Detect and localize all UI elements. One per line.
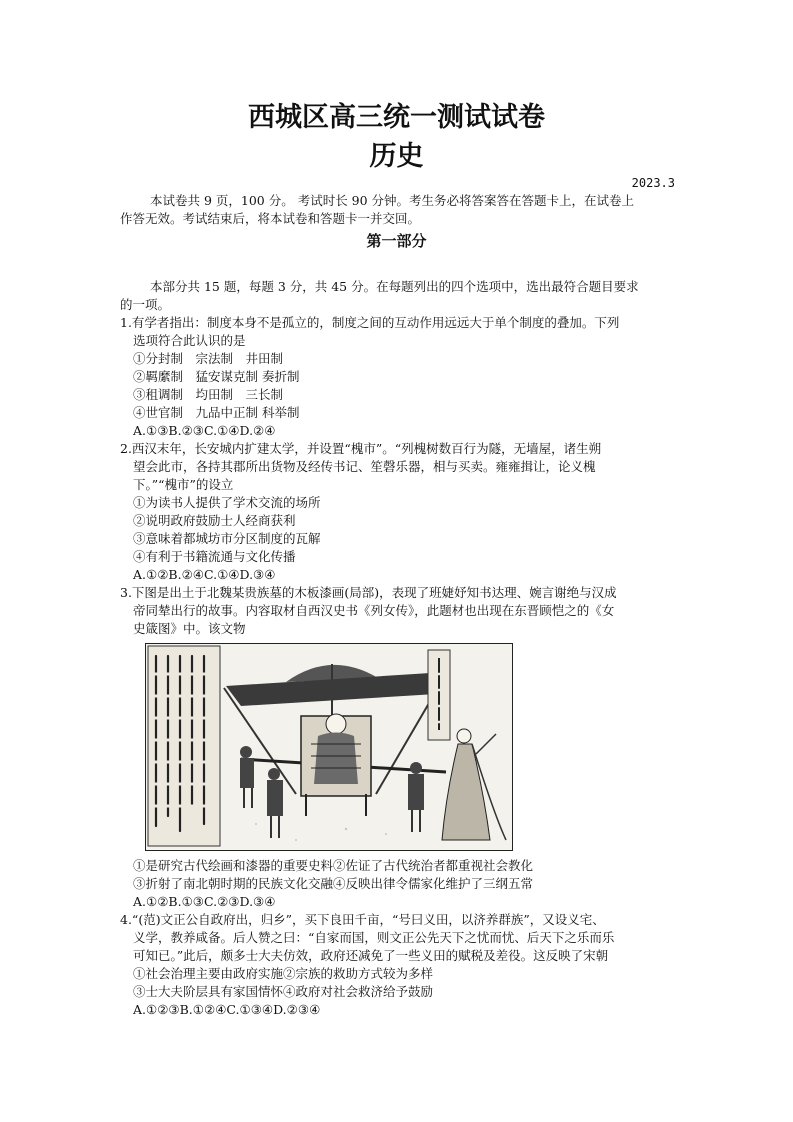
q1-options: A.①③B.②③C.①④D.②④ [133,423,276,438]
q2-stem-2: 望会此市，各持其郡所出货物及经传书记、笙磬乐器，相与买卖。雍雍揖让，论义槐 [133,459,596,474]
q2-stem-1: 2.西汉末年，长安城内扩建太学，并设置“槐市”。“列槐树数百行为隧，无墙屋，诸生朔 [120,441,602,456]
intro-line-1: 本试卷共 9 页，100 分。 考试时长 90 分钟。考生务必将答案答在答题卡上，在试卷上 [150,193,635,208]
q2-item: ④有利于书籍流通与文化传播 [133,549,296,564]
q1-item: ②羁縻制 猛安谋克制 奏折制 [133,369,300,384]
q4-stem-3: 可知已。”此后，颇多士大夫仿效，政府还减免了一些义田的赋税及差役。这反映了宋朝 [133,948,609,963]
section-note-1: 本部分共 15 题，每题 3 分，共 45 分。在每题列出的四个选项中，选出最符合题目要求 [150,279,639,294]
q2-options: A.①②B.②④C.①④D.③④ [133,567,276,582]
q1-stem-1: 1.有学者指出：制度本身不是孤立的，制度之间的互动作用远远大于单个制度的叠加。下列 [120,315,620,330]
q4-item: ③士大夫阶层具有家国情怀④政府对社会救济给予鼓励 [133,984,434,999]
intro-line-2: 作答无效。考试结束后，将本试卷和答题卡一并交回。 [120,211,421,226]
exam-title: 西城区高三统一测试试卷 [248,102,545,133]
q4-options: A.①②③B.①②④C.①③④D.②③④ [133,1002,321,1017]
q3-stem-3: 史箴图》中。该文物 [133,621,246,636]
q3-options: A.①②B.①③C.②③D.③④ [133,894,276,909]
q3-stem-1: 3.下图是出土于北魏某贵族墓的木板漆画(局部)，表现了班婕妤知书达理、婉言谢绝与汉成 [120,585,617,600]
q4-item: ①社会治理主要由政府实施②宗族的救助方式较为多样 [133,966,434,981]
q1-stem-2: 选项符合此认识的是 [133,333,246,348]
q2-item: ②说明政府鼓励士人经商获利 [133,513,296,528]
q2-item: ③意味着都城坊市分区制度的瓦解 [133,531,321,546]
section-title: 第一部分 [366,232,427,250]
q3-item: ①是研究古代绘画和漆器的重要史料②佐证了古代统治者都重视社会教化 [133,858,534,873]
q1-item: ④世官制 九品中正制 科举制 [133,405,300,420]
q1-item: ①分封制 宗法制 井田制 [133,351,284,366]
q2-item: ①为读书人提供了学术交流的场所 [133,495,321,510]
subject-title: 历史 [369,141,424,172]
q3-stem-2: 帝同辇出行的故事。内容取材自西汉史书《列女传》，此题材也出现在东晋顾恺之的《女 [133,603,615,618]
q2-stem-3: 下。”“槐市”的设立 [133,477,234,492]
q1-item: ③租调制 均田制 三长制 [133,387,284,402]
lacquer-painting-figure [145,643,513,851]
q3-item: ③折射了南北朝时期的民族文化交融④反映出律令儒家化维护了三纲五常 [133,876,534,891]
q4-stem-1: 4.“(范)文正公自政府出，归乡”，买下良田千亩，“号曰义田，以济养群族”，又设义宅、 [120,912,605,927]
lacquer-painting-illustration [146,644,512,850]
section-note-2: 的一项。 [120,297,171,312]
exam-date: 2023.3 [631,176,675,190]
q4-stem-2: 义学，教养咸备。后人赞之曰：“自家而国，则文正公先天下之忧而忧、后天下之乐而乐 [133,930,615,945]
